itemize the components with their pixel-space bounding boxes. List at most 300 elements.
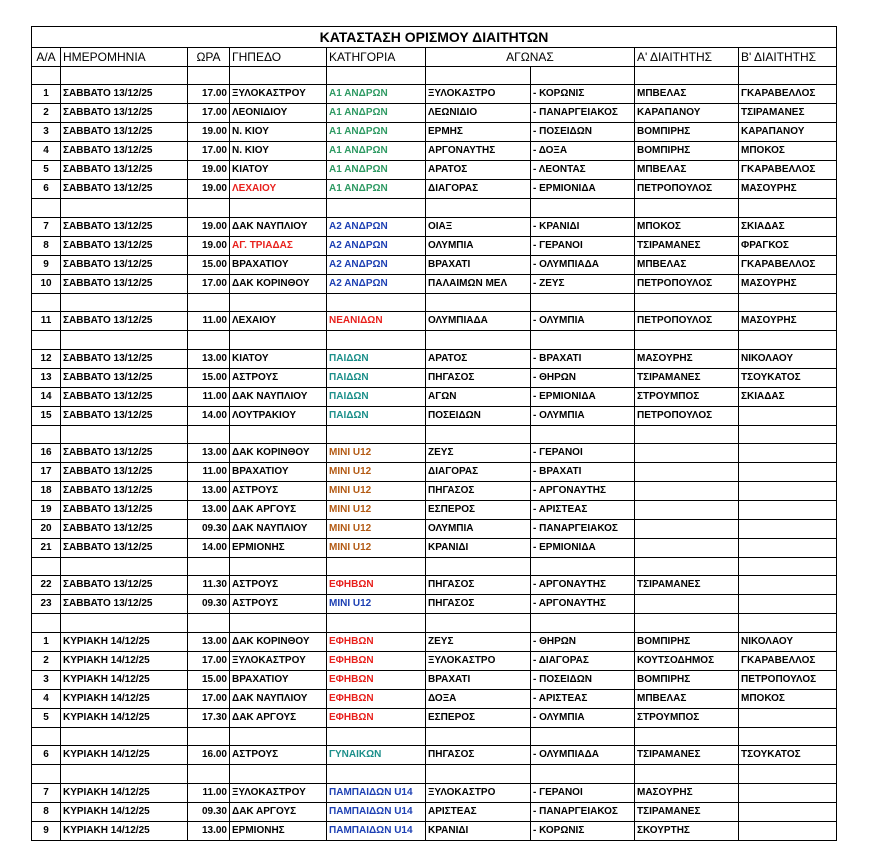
table-row <box>32 85 837 104</box>
cell-venue: ΔΑΚ ΚΟΡΙΝΘΟΥ <box>230 274 327 293</box>
empty-cell <box>32 425 61 443</box>
cell-venue: ΛΟΥΤΡΑΚΙΟΥ <box>230 406 327 425</box>
cell-away-team: - ΠΑΝΑΡΓΕΙΑΚΟΣ <box>531 519 635 538</box>
empty-cell <box>739 765 837 783</box>
cell-ref-b <box>739 519 837 538</box>
cell-category: Α1 ΑΝΔΡΩΝ <box>327 85 426 104</box>
cell-venue: ΑΣΤΡΟΥΣ <box>230 368 327 387</box>
empty-cell <box>327 727 426 745</box>
cell-category: ΜΙΝΙ U12 <box>327 538 426 557</box>
cell-venue: ΔΑΚ ΑΡΓΟΥΣ <box>230 802 327 821</box>
table-row <box>32 443 837 462</box>
table-row <box>32 481 837 500</box>
header-match: ΑΓΩΝΑΣ <box>426 48 635 67</box>
empty-cell <box>32 765 61 783</box>
cell-date: ΣΑΒΒΑΤΟ 13/12/25 <box>61 274 188 293</box>
cell-ref-a <box>635 538 739 557</box>
cell-away-team: - ΑΡΓΟΝΑΥΤΗΣ <box>531 481 635 500</box>
cell-aa: 11 <box>32 312 61 331</box>
spacer-row <box>32 67 837 85</box>
empty-cell <box>426 199 531 217</box>
cell-category: ΕΦΗΒΩΝ <box>327 632 426 651</box>
cell-category: Α1 ΑΝΔΡΩΝ <box>327 123 426 142</box>
cell-date: ΣΑΒΒΑΤΟ 13/12/25 <box>61 595 188 614</box>
cell-date: ΣΑΒΒΑΤΟ 13/12/25 <box>61 387 188 406</box>
cell-home-team: ΑΓΩΝ <box>426 387 531 406</box>
cell-away-team: - ΠΟΣΕΙΔΩΝ <box>531 670 635 689</box>
cell-category: ΠΑΜΠΑΙΔΩΝ U14 <box>327 802 426 821</box>
cell-category: ΠΑΜΠΑΙΔΩΝ U14 <box>327 783 426 802</box>
table-row <box>32 142 837 161</box>
cell-category: Α1 ΑΝΔΡΩΝ <box>327 142 426 161</box>
header-aa: Α/Α <box>32 48 61 67</box>
cell-ref-a <box>635 481 739 500</box>
cell-date: ΚΥΡΙΑΚΗ 14/12/25 <box>61 632 188 651</box>
empty-cell <box>635 331 739 349</box>
referee-assignment-sheet <box>31 26 836 841</box>
cell-away-team: - ΖΕΥΣ <box>531 274 635 293</box>
cell-home-team: ΔΙΑΓΟΡΑΣ <box>426 180 531 199</box>
cell-aa: 8 <box>32 802 61 821</box>
cell-aa: 4 <box>32 689 61 708</box>
cell-away-team: - ΠΟΣΕΙΔΩΝ <box>531 123 635 142</box>
cell-ref-a: ΒΟΜΠΙΡΗΣ <box>635 670 739 689</box>
cell-venue: ΛΕΧΑΙΟΥ <box>230 312 327 331</box>
empty-cell <box>327 293 426 311</box>
cell-venue: ΑΣΤΡΟΥΣ <box>230 595 327 614</box>
cell-category: Α2 ΑΝΔΡΩΝ <box>327 217 426 236</box>
cell-time: 17.00 <box>188 689 230 708</box>
cell-aa: 2 <box>32 651 61 670</box>
cell-ref-b: ΜΑΣΟΥΡΗΣ <box>739 312 837 331</box>
table-row <box>32 632 837 651</box>
cell-away-team: - ΚΡΑΝΙΔΙ <box>531 217 635 236</box>
cell-away-team: - ΔΙΑΓΟΡΑΣ <box>531 651 635 670</box>
cell-ref-a: ΒΟΜΠΙΡΗΣ <box>635 142 739 161</box>
cell-ref-b: ΝΙΚΟΛΑΟΥ <box>739 349 837 368</box>
cell-away-team: - ΠΑΝΑΡΓΕΙΑΚΟΣ <box>531 104 635 123</box>
empty-cell <box>61 293 188 311</box>
cell-ref-b: ΜΠΟΚΟΣ <box>739 142 837 161</box>
cell-time: 13.00 <box>188 481 230 500</box>
cell-category: ΕΦΗΒΩΝ <box>327 670 426 689</box>
cell-venue: ΔΑΚ ΑΡΓΟΥΣ <box>230 500 327 519</box>
spacer-row <box>32 293 837 311</box>
cell-aa: 8 <box>32 236 61 255</box>
empty-cell <box>188 199 230 217</box>
table-row <box>32 123 837 142</box>
cell-away-team: - ΔΟΞΑ <box>531 142 635 161</box>
cell-venue: ΒΡΑΧΑΤΙΟΥ <box>230 670 327 689</box>
empty-cell <box>739 67 837 85</box>
cell-away-team: - ΓΕΡΑΝΟΙ <box>531 443 635 462</box>
cell-time: 09.30 <box>188 595 230 614</box>
cell-aa: 17 <box>32 462 61 481</box>
table-row <box>32 217 837 236</box>
empty-cell <box>61 67 188 85</box>
cell-away-team: - ΘΗΡΩΝ <box>531 632 635 651</box>
cell-aa: 12 <box>32 349 61 368</box>
cell-date: ΣΑΒΒΑΤΟ 13/12/25 <box>61 500 188 519</box>
cell-time: 14.00 <box>188 538 230 557</box>
cell-time: 15.00 <box>188 368 230 387</box>
empty-cell <box>32 331 61 349</box>
cell-ref-b: ΦΡΑΓΚΟΣ <box>739 236 837 255</box>
cell-away-team: - ΛΕΟΝΤΑΣ <box>531 161 635 180</box>
cell-ref-a <box>635 519 739 538</box>
cell-time: 13.00 <box>188 349 230 368</box>
cell-home-team: ΠΗΓΑΣΟΣ <box>426 746 531 765</box>
cell-home-team: ΚΡΑΝΙΔΙ <box>426 538 531 557</box>
cell-time: 15.00 <box>188 670 230 689</box>
cell-time: 19.00 <box>188 123 230 142</box>
header-row <box>32 48 837 67</box>
cell-aa: 4 <box>32 142 61 161</box>
empty-cell <box>230 765 327 783</box>
empty-cell <box>61 614 188 632</box>
cell-venue: ΕΡΜΙΟΝΗΣ <box>230 821 327 840</box>
table-row <box>32 349 837 368</box>
empty-cell <box>230 67 327 85</box>
table-row <box>32 180 837 199</box>
cell-ref-b <box>739 783 837 802</box>
cell-home-team: ΟΛΥΜΠΙΑ <box>426 519 531 538</box>
cell-venue: ΔΑΚ ΑΡΓΟΥΣ <box>230 708 327 727</box>
table-row <box>32 406 837 425</box>
table-row <box>32 500 837 519</box>
cell-aa: 1 <box>32 85 61 104</box>
empty-cell <box>531 727 635 745</box>
table-row <box>32 821 837 840</box>
table-row <box>32 161 837 180</box>
empty-cell <box>635 765 739 783</box>
table-row <box>32 802 837 821</box>
cell-ref-b: ΝΙΚΟΛΑΟΥ <box>739 632 837 651</box>
cell-time: 17.00 <box>188 104 230 123</box>
cell-time: 11.00 <box>188 783 230 802</box>
empty-cell <box>32 614 61 632</box>
cell-date: ΚΥΡΙΑΚΗ 14/12/25 <box>61 689 188 708</box>
empty-cell <box>32 199 61 217</box>
cell-away-team: - ΚΟΡΩΝΙΣ <box>531 85 635 104</box>
table-row <box>32 595 837 614</box>
cell-ref-b: ΓΚΑΡΑΒΕΛΛΟΣ <box>739 161 837 180</box>
cell-ref-a: ΠΕΤΡΟΠΟΥΛΟΣ <box>635 312 739 331</box>
cell-away-team: - ΑΡΓΟΝΑΥΤΗΣ <box>531 595 635 614</box>
cell-ref-b: ΓΚΑΡΑΒΕΛΛΟΣ <box>739 85 837 104</box>
cell-venue: ΑΓ. ΤΡΙΑΔΑΣ <box>230 236 327 255</box>
cell-home-team: ΕΣΠΕΡΟΣ <box>426 708 531 727</box>
cell-venue: ΑΣΤΡΟΥΣ <box>230 576 327 595</box>
empty-cell <box>327 557 426 575</box>
cell-away-team: - ΓΕΡΑΝΟΙ <box>531 236 635 255</box>
cell-venue: Ν. ΚΙΟΥ <box>230 142 327 161</box>
cell-home-team: ΔΟΞΑ <box>426 689 531 708</box>
cell-ref-a <box>635 462 739 481</box>
table-row <box>32 274 837 293</box>
cell-venue: ΔΑΚ ΚΟΡΙΝΘΟΥ <box>230 632 327 651</box>
cell-ref-a: ΠΕΤΡΟΠΟΥΛΟΣ <box>635 274 739 293</box>
cell-home-team: ΠΟΣΕΙΔΩΝ <box>426 406 531 425</box>
cell-away-team: - ΑΡΙΣΤΕΑΣ <box>531 500 635 519</box>
header-venue: ΓΗΠΕΔΟ <box>230 48 327 67</box>
cell-ref-a <box>635 500 739 519</box>
empty-cell <box>188 425 230 443</box>
assignment-table <box>31 26 837 841</box>
cell-home-team: ΞΥΛΟΚΑΣΤΡΟ <box>426 783 531 802</box>
empty-cell <box>61 727 188 745</box>
cell-venue: ΔΑΚ ΝΑΥΠΛΙΟΥ <box>230 519 327 538</box>
cell-away-team: - ΒΡΑΧΑΤΙ <box>531 349 635 368</box>
cell-category: ΜΙΝΙ U12 <box>327 481 426 500</box>
cell-home-team: ΠΗΓΑΣΟΣ <box>426 576 531 595</box>
cell-ref-a <box>635 443 739 462</box>
cell-venue: Ν. ΚΙΟΥ <box>230 123 327 142</box>
cell-time: 17.00 <box>188 274 230 293</box>
cell-category: Α2 ΑΝΔΡΩΝ <box>327 236 426 255</box>
empty-cell <box>327 425 426 443</box>
cell-time: 19.00 <box>188 161 230 180</box>
empty-cell <box>188 557 230 575</box>
cell-home-team: ΞΥΛΟΚΑΣΤΡΟ <box>426 85 531 104</box>
cell-ref-b <box>739 406 837 425</box>
cell-category: ΠΑΜΠΑΙΔΩΝ U14 <box>327 821 426 840</box>
empty-cell <box>32 293 61 311</box>
table-row <box>32 576 837 595</box>
cell-date: ΣΑΒΒΑΤΟ 13/12/25 <box>61 406 188 425</box>
cell-date: ΣΑΒΒΑΤΟ 13/12/25 <box>61 161 188 180</box>
cell-aa: 16 <box>32 443 61 462</box>
empty-cell <box>635 67 739 85</box>
cell-category: ΕΦΗΒΩΝ <box>327 651 426 670</box>
cell-ref-a: ΚΑΡΑΠΑΝΟΥ <box>635 104 739 123</box>
empty-cell <box>426 67 531 85</box>
cell-away-team: - ΟΛΥΜΠΙΑΔΑ <box>531 746 635 765</box>
cell-home-team: ΠΗΓΑΣΟΣ <box>426 481 531 500</box>
cell-venue: ΛΕΟΝΙΔΙΟΥ <box>230 104 327 123</box>
cell-ref-b: ΜΑΣΟΥΡΗΣ <box>739 180 837 199</box>
empty-cell <box>635 727 739 745</box>
cell-venue: ΞΥΛΟΚΑΣΤΡΟΥ <box>230 85 327 104</box>
cell-away-team: - ΘΗΡΩΝ <box>531 368 635 387</box>
table-row <box>32 651 837 670</box>
cell-venue: ΚΙΑΤΟΥ <box>230 161 327 180</box>
cell-home-team: ΖΕΥΣ <box>426 632 531 651</box>
cell-aa: 6 <box>32 180 61 199</box>
cell-aa: 9 <box>32 255 61 274</box>
cell-category: ΜΙΝΙ U12 <box>327 500 426 519</box>
cell-aa: 10 <box>32 274 61 293</box>
spacer-row <box>32 331 837 349</box>
cell-date: ΚΥΡΙΑΚΗ 14/12/25 <box>61 746 188 765</box>
empty-cell <box>531 67 635 85</box>
header-ref-b: Β' ΔΙΑΙΤΗΤΗΣ <box>739 48 837 67</box>
table-row <box>32 387 837 406</box>
empty-cell <box>61 765 188 783</box>
table-row <box>32 519 837 538</box>
header-date: ΗΜΕΡΟΜΗΝΙΑ <box>61 48 188 67</box>
cell-time: 11.00 <box>188 387 230 406</box>
cell-date: ΣΑΒΒΑΤΟ 13/12/25 <box>61 236 188 255</box>
cell-date: ΚΥΡΙΑΚΗ 14/12/25 <box>61 802 188 821</box>
cell-ref-b <box>739 500 837 519</box>
cell-category: ΕΦΗΒΩΝ <box>327 708 426 727</box>
cell-category: Α2 ΑΝΔΡΩΝ <box>327 274 426 293</box>
cell-home-team: ΔΙΑΓΟΡΑΣ <box>426 462 531 481</box>
header-time: ΩΡΑ <box>188 48 230 67</box>
cell-aa: 22 <box>32 576 61 595</box>
cell-ref-b: ΚΑΡΑΠΑΝΟΥ <box>739 123 837 142</box>
cell-time: 13.00 <box>188 821 230 840</box>
cell-time: 17.30 <box>188 708 230 727</box>
empty-cell <box>327 199 426 217</box>
cell-time: 17.00 <box>188 85 230 104</box>
empty-cell <box>188 331 230 349</box>
cell-category: Α1 ΑΝΔΡΩΝ <box>327 180 426 199</box>
cell-date: ΣΑΒΒΑΤΟ 13/12/25 <box>61 481 188 500</box>
cell-category: ΜΙΝΙ U12 <box>327 595 426 614</box>
header-category: ΚΑΤΗΓΟΡΙΑ <box>327 48 426 67</box>
cell-ref-b: ΓΚΑΡΑΒΕΛΛΟΣ <box>739 255 837 274</box>
cell-ref-b: ΤΣΙΡΑΜΑΝΕΣ <box>739 104 837 123</box>
empty-cell <box>230 614 327 632</box>
cell-home-team: ΑΡΙΣΤΕΑΣ <box>426 802 531 821</box>
cell-category: ΝΕΑΝΙΔΩΝ <box>327 312 426 331</box>
empty-cell <box>61 331 188 349</box>
cell-ref-b <box>739 462 837 481</box>
cell-aa: 5 <box>32 708 61 727</box>
cell-time: 13.00 <box>188 500 230 519</box>
empty-cell <box>32 557 61 575</box>
cell-away-team: - ΟΛΥΜΠΙΑ <box>531 708 635 727</box>
cell-home-team: ΟΛΥΜΠΙΑ <box>426 236 531 255</box>
empty-cell <box>61 425 188 443</box>
cell-away-team: - ΕΡΜΙΟΝΙΔΑ <box>531 387 635 406</box>
cell-home-team: ΒΡΑΧΑΤΙ <box>426 670 531 689</box>
cell-category: ΕΦΗΒΩΝ <box>327 689 426 708</box>
cell-time: 19.00 <box>188 236 230 255</box>
cell-date: ΣΑΒΒΑΤΟ 13/12/25 <box>61 368 188 387</box>
empty-cell <box>230 331 327 349</box>
cell-ref-b: ΣΚΙΑΔΑΣ <box>739 387 837 406</box>
cell-aa: 9 <box>32 821 61 840</box>
cell-date: ΣΑΒΒΑΤΟ 13/12/25 <box>61 123 188 142</box>
empty-cell <box>531 765 635 783</box>
cell-away-team: - ΒΡΑΧΑΤΙ <box>531 462 635 481</box>
cell-away-team: - ΓΕΡΑΝΟΙ <box>531 783 635 802</box>
cell-aa: 3 <box>32 670 61 689</box>
empty-cell <box>739 331 837 349</box>
cell-time: 15.00 <box>188 255 230 274</box>
cell-category: ΠΑΙΔΩΝ <box>327 406 426 425</box>
table-row <box>32 708 837 727</box>
empty-cell <box>531 199 635 217</box>
cell-home-team: ΒΡΑΧΑΤΙ <box>426 255 531 274</box>
cell-ref-a: ΤΣΙΡΑΜΑΝΕΣ <box>635 236 739 255</box>
cell-date: ΣΑΒΒΑΤΟ 13/12/25 <box>61 142 188 161</box>
empty-cell <box>739 727 837 745</box>
cell-time: 11.00 <box>188 312 230 331</box>
cell-ref-b: ΠΕΤΡΟΠΟΥΛΟΣ <box>739 670 837 689</box>
empty-cell <box>426 425 531 443</box>
cell-venue: ΔΑΚ ΝΑΥΠΛΙΟΥ <box>230 689 327 708</box>
cell-home-team: ΕΡΜΗΣ <box>426 123 531 142</box>
cell-aa: 15 <box>32 406 61 425</box>
cell-home-team: ΚΡΑΝΙΔΙ <box>426 821 531 840</box>
empty-cell <box>188 727 230 745</box>
cell-away-team: - ΟΛΥΜΠΙΑΔΑ <box>531 255 635 274</box>
cell-category: ΜΙΝΙ U12 <box>327 519 426 538</box>
cell-ref-b <box>739 821 837 840</box>
cell-aa: 7 <box>32 217 61 236</box>
cell-ref-a: ΣΚΟΥΡΤΗΣ <box>635 821 739 840</box>
empty-cell <box>635 199 739 217</box>
cell-ref-a: ΒΟΜΠΙΡΗΣ <box>635 123 739 142</box>
cell-aa: 20 <box>32 519 61 538</box>
cell-category: ΜΙΝΙ U12 <box>327 462 426 481</box>
cell-date: ΚΥΡΙΑΚΗ 14/12/25 <box>61 783 188 802</box>
empty-cell <box>739 199 837 217</box>
cell-ref-b <box>739 708 837 727</box>
empty-cell <box>32 67 61 85</box>
cell-date: ΣΑΒΒΑΤΟ 13/12/25 <box>61 462 188 481</box>
empty-cell <box>188 614 230 632</box>
spacer-row <box>32 199 837 217</box>
cell-ref-b <box>739 802 837 821</box>
empty-cell <box>635 557 739 575</box>
empty-cell <box>426 557 531 575</box>
cell-date: ΣΑΒΒΑΤΟ 13/12/25 <box>61 312 188 331</box>
table-row <box>32 670 837 689</box>
cell-ref-a: ΣΤΡΟΥΜΠΟΣ <box>635 387 739 406</box>
cell-venue: ΑΣΤΡΟΥΣ <box>230 746 327 765</box>
cell-ref-a: ΤΣΙΡΑΜΑΝΕΣ <box>635 746 739 765</box>
spacer-row <box>32 614 837 632</box>
empty-cell <box>739 557 837 575</box>
table-row <box>32 462 837 481</box>
cell-aa: 21 <box>32 538 61 557</box>
empty-cell <box>327 614 426 632</box>
table-row <box>32 689 837 708</box>
empty-cell <box>188 67 230 85</box>
cell-category: ΕΦΗΒΩΝ <box>327 576 426 595</box>
cell-category: ΜΙΝΙ U12 <box>327 443 426 462</box>
cell-time: 13.00 <box>188 632 230 651</box>
cell-aa: 23 <box>32 595 61 614</box>
cell-ref-a: ΜΠΒΕΛΑΣ <box>635 255 739 274</box>
cell-home-team: ΟΙΑΞ <box>426 217 531 236</box>
cell-aa: 19 <box>32 500 61 519</box>
cell-category: ΠΑΙΔΩΝ <box>327 387 426 406</box>
cell-home-team: ΠΗΓΑΣΟΣ <box>426 368 531 387</box>
cell-away-team: - ΑΡΙΣΤΕΑΣ <box>531 689 635 708</box>
table-body <box>32 27 837 841</box>
spacer-row <box>32 425 837 443</box>
cell-time: 09.30 <box>188 519 230 538</box>
empty-cell <box>635 293 739 311</box>
title-row <box>32 27 837 48</box>
spacer-row <box>32 727 837 745</box>
cell-home-team: ΑΡΓΟΝΑΥΤΗΣ <box>426 142 531 161</box>
cell-away-team: - ΟΛΥΜΠΙΑ <box>531 312 635 331</box>
empty-cell <box>635 614 739 632</box>
empty-cell <box>61 557 188 575</box>
cell-ref-a: ΜΑΣΟΥΡΗΣ <box>635 349 739 368</box>
cell-ref-b: ΤΣΟΥΚΑΤΟΣ <box>739 746 837 765</box>
empty-cell <box>531 425 635 443</box>
cell-date: ΣΑΒΒΑΤΟ 13/12/25 <box>61 519 188 538</box>
empty-cell <box>739 293 837 311</box>
